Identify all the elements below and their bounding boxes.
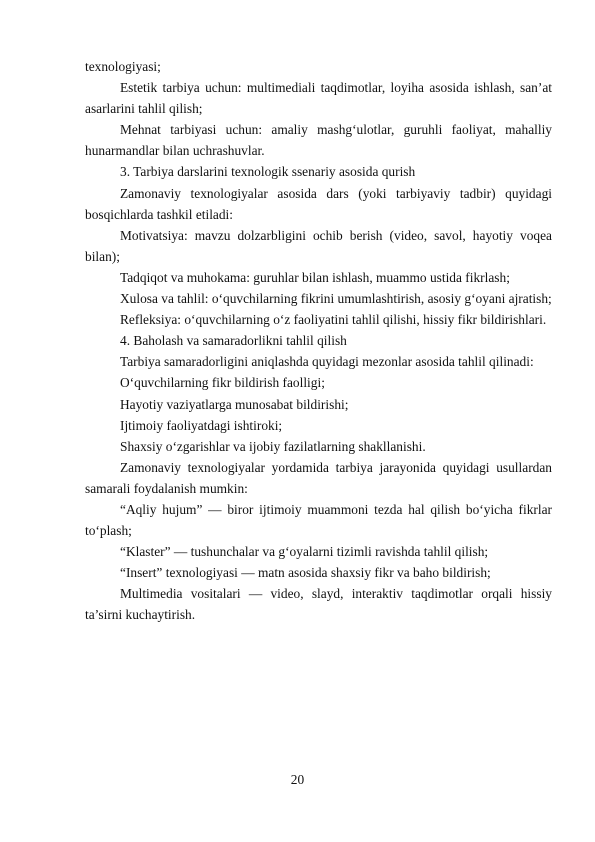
paragraph-motivation: Motivatsiya: mavzu dolzarbligini ochib berish (video, savol, hayotiy voqea bilan); [85, 227, 552, 264]
list-item-method-brainstorm: “Aqliy hujum” — biror ijtimoiy muammoni tezda hal qilish bo‘yicha fikrlar to‘plash; [85, 501, 552, 539]
paragraph-lesson-stages-intro: Zamonaviy texnologiyalar asosida dars (yoki tarbiyaviy tadbir) quyidagi bosqichlarda tashkil etiladi: [85, 185, 552, 222]
paragraph-criteria-intro: Tarbiya samaradorligini aniqlashda quyidagi mezonlar asosida tahlil qilinadi: [120, 354, 534, 370]
page-number: 20 [290, 772, 305, 787]
paragraph-reflection: Refleksiya: o‘quvchilarning o‘z faoliyatini tahlil qilishi, hissiy fikr bildirishlari. [120, 312, 547, 328]
section-heading-3: 3. Tarbiya darslarini texnologik ssenariy asosida qurish [120, 164, 416, 180]
list-item-criterion-2: Hayotiy vaziyatlarga munosabat bildirishi; [120, 396, 349, 412]
paragraph-aesthetic-education: Estetik tarbiya uchun: multimediali taqdimotlar, loyiha asosida ishlash, san’at asarlarini tahlil qilish; [85, 80, 552, 117]
paragraph-methods-intro: Zamonaviy texnologiyalar yordamida tarbiya jarayonida quyidagi usullardan samarali foydalanish mumkin: [85, 459, 552, 496]
list-item-criterion-3: Ijtimoiy faoliyatdagi ishtiroki; [120, 417, 283, 433]
paragraph-conclusion-analysis: Xulosa va tahlil: o‘quvchilarning fikrini umumlashtirish, asosiy g‘oyani ajratish; [120, 291, 552, 307]
paragraph-continuation: texnologiyasi; [85, 59, 161, 74]
paragraph-research-discussion: Tadqiqot va muhokama: guruhlar bilan ishlash, muammo ustida fikrlash; [120, 269, 510, 285]
page-body-text [85, 56, 552, 626]
list-item-criterion-4: Shaxsiy o‘zgarishlar va ijobiy fazilatlarning shakllanishi. [120, 438, 426, 454]
list-item-method-multimedia: Multimedia vositalari — video, slayd, interaktiv taqdimotlar orqali hissiy ta’sirni kuchaytirish. [85, 586, 552, 623]
paragraph-labor-education: Mehnat tarbiyasi uchun: amaliy mashg‘ulotlar, guruhli faoliyat, mahalliy hunarmandlar bilan uchrashuvlar. [85, 122, 552, 159]
list-item-method-insert: “Insert” texnologiyasi — matn asosida shaxsiy fikr va baho bildirish; [120, 565, 491, 581]
section-heading-4: 4. Baholash va samaradorlikni tahlil qilish [120, 333, 347, 349]
list-item-method-cluster: “Klaster” — tushunchalar va g‘oyalarni tizimli ravishda tahlil qilish; [120, 544, 489, 560]
list-item-criterion-1: O‘quvchilarning fikr bildirish faolligi; [120, 375, 325, 391]
